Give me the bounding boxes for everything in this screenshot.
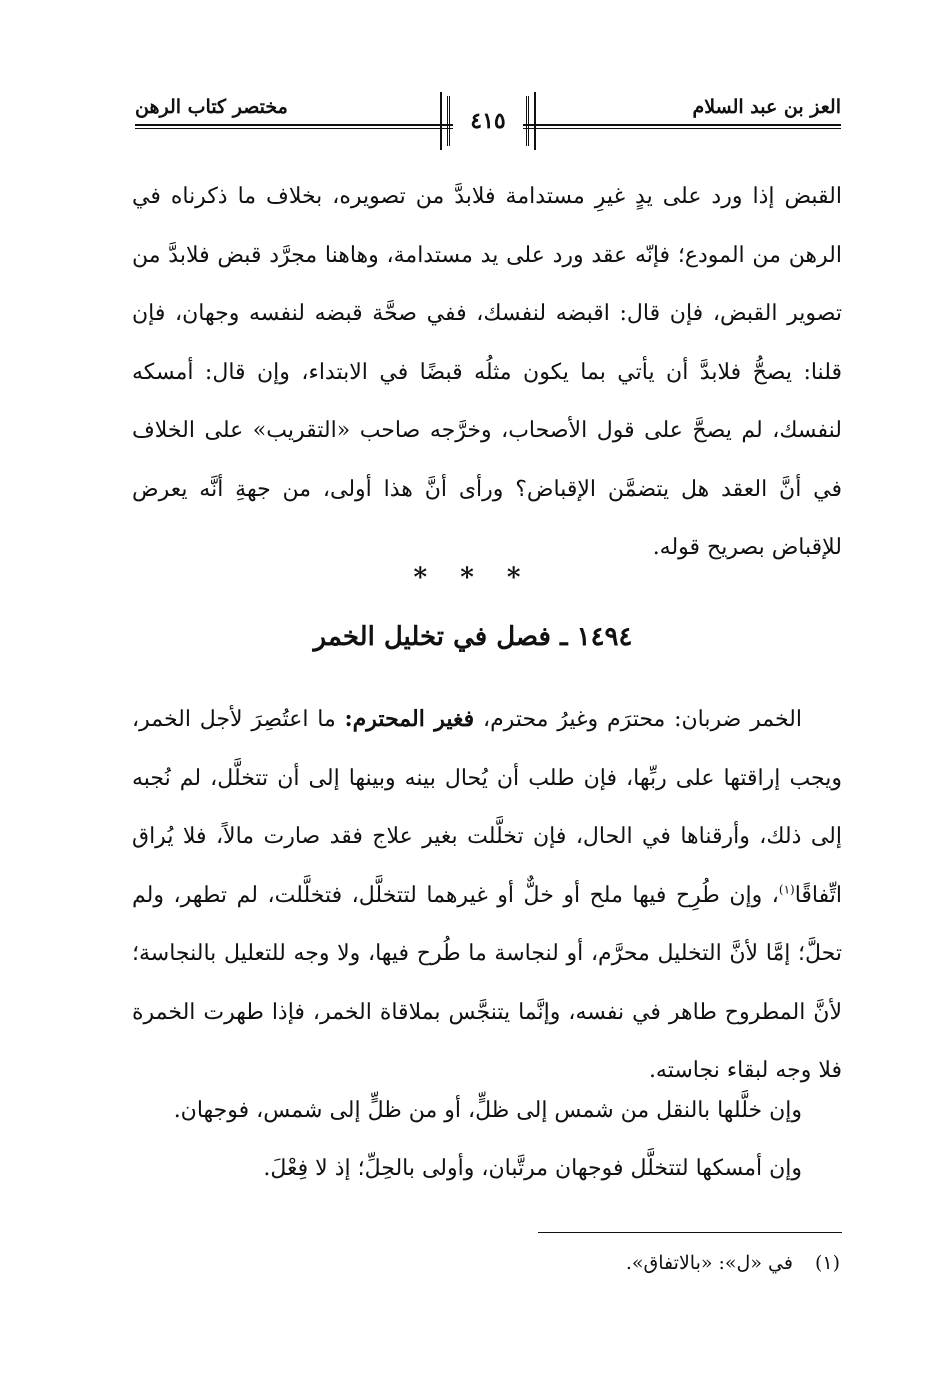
section-heading: ١٤٩٤ ـ فصل في تخليل الخمر <box>313 622 633 652</box>
paragraph-2 <box>132 690 842 1101</box>
paragraph-3: وإن خلَّلها بالنقل من شمس إلى ظلٍّ، أو من ظلٍّ إلى شمس، فوجهان. <box>173 1098 802 1123</box>
paragraph-4: وإن أمسكها لتتخلَّل فوجهان مرتَّبان، وأولى بالحِلِّ؛ إذ لا فِعْلَ. <box>263 1156 802 1181</box>
footnote-reference[interactable]: (١) <box>778 882 795 897</box>
header-rule-right-thin <box>523 128 841 129</box>
book-title: مختصر كتاب الرهن <box>135 96 288 118</box>
header-rule-left-thin <box>135 128 453 129</box>
header-rule-left <box>135 124 453 126</box>
paragraph-2-part-b: ما اعتُصِرَ لأجل الخمر، ويجب إراقتها على ربِّها، فإن طلب أن يُحال بينه وبينها إلى أن تتخلَّل، لم نُجبه إلى ذلك، وأرقناها في الحال، فإن تخلَّلت بغير علاج فقد صارت مالاً، فلا يُراق اتِّفاقًا <box>132 707 842 908</box>
footnote-divider <box>538 1232 842 1233</box>
page-number: ٤١٥ <box>470 108 506 134</box>
running-header <box>135 88 841 148</box>
author-name: العز بن عبد السلام <box>692 96 841 118</box>
paragraph-2-bold-label: فغير المحترم: <box>344 706 475 732</box>
footnote <box>626 1252 840 1274</box>
page-number-frame <box>447 96 529 146</box>
footnote-text: في «ل»: «بالاتفاق». <box>625 1252 793 1274</box>
header-rule-right <box>523 124 841 126</box>
paragraph-2-part-a: الخمر ضربان: محترَم وغيرُ محترم، <box>474 707 802 732</box>
paragraph-2-part-c: ، وإن طُرِح فيها ملح أو خلٌّ أو غيرهما لتتخلَّل، فتخلَّلت، لم تطهر، ولم تحلَّ؛ إمَّا لأنَّ التخليل محرَّم، أو لنجاسة ما طُرح فيها، ولا وجه للتعليل بالنجاسة؛ لأنَّ المطروح طاهر في نفسه، وإنَّما يتنجَّس بملاقاة الخمر، فإذا طهرت الخمرة فلا وجه لبقاء نجاسته. <box>132 882 842 1083</box>
footnote-number: (١) <box>814 1252 840 1274</box>
paragraph-1: القبض إذا ورد على يدٍ غيرِ مستدامة فلابدَّ من تصويره، بخلاف ما ذكرناه في الرهن من المودع؛ فإنّه عقد ورد على يد مستدامة، وهاهنا مجرَّد قبض فلابدَّ من تصوير القبض، فإن قال: اقبضه لنفسك، ففي صحَّة قبضه لنفسه وجهان، فإن قلنا: يصحُّ فلابدَّ أن يأتي بما يكون مثلُه قبضًا في الابتداء، وإن قال: أمسكه لنفسك، لم يصحَّ على قول الأصحاب، وخرَّجه صاحب «التقريب» على الخلاف في أنَّ العقد هل يتضمَّن الإقباض؟ ورأى أنَّ هذا أولى، من جهةِ أنَّه يعرض للإقباض بصريح قوله. <box>132 184 842 560</box>
section-separator: * * * <box>413 563 533 593</box>
